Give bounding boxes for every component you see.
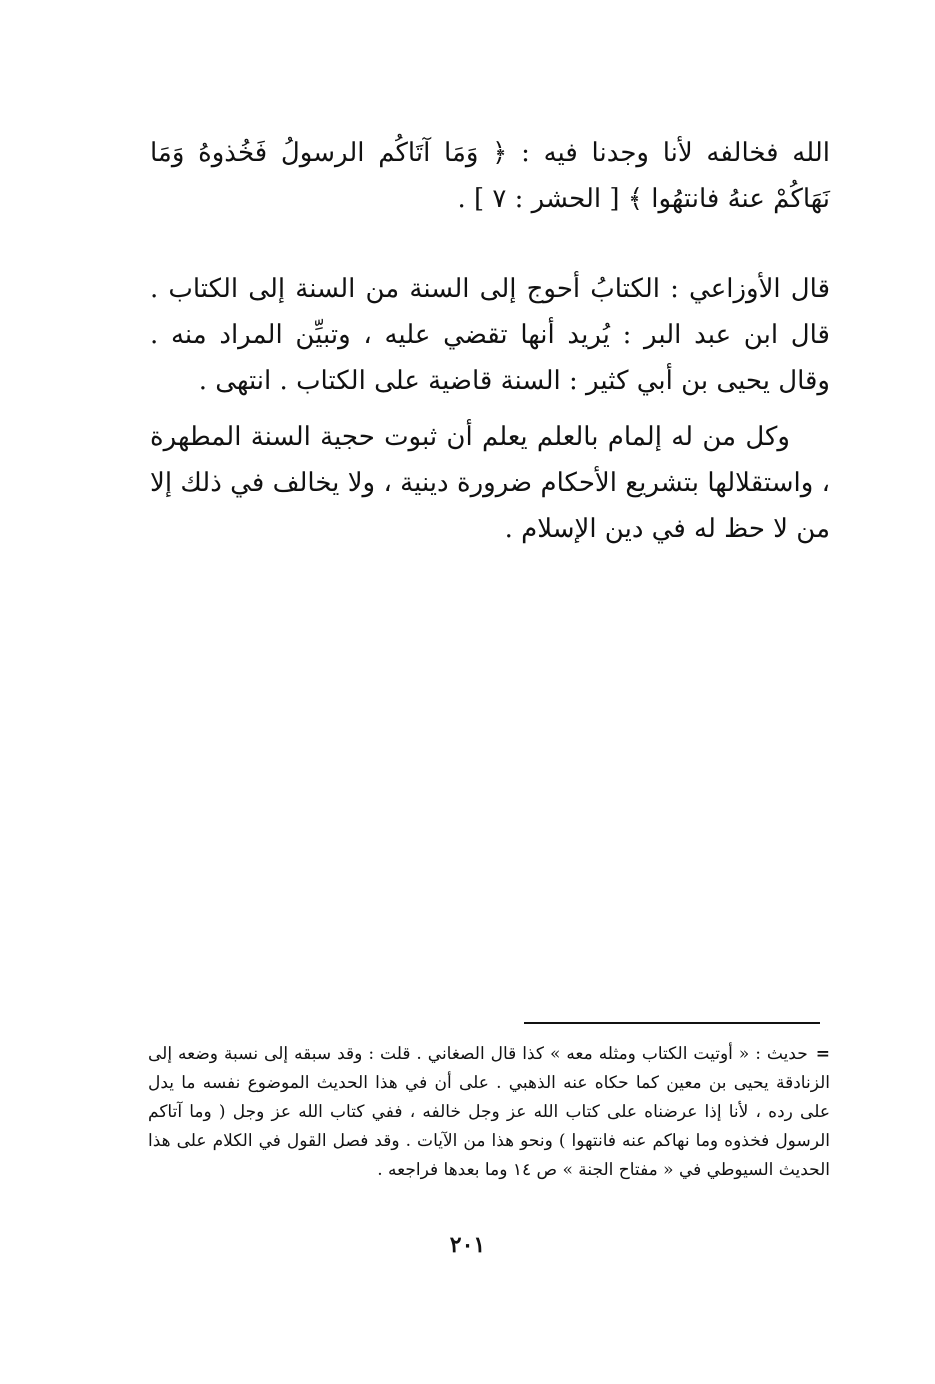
paragraph-conclusion: وكل من له إلمام بالعلم يعلم أن ثبوت حجية السنة المطهرة ، واستقلالها بتشريع الأحكام ضرورة دينية ، ولا يخالف في ذلك إلا من لا حظ له في دين الإسلام .: [150, 422, 830, 544]
page-number: ٢٠١: [449, 1232, 486, 1258]
main-text: [150, 130, 830, 552]
paragraph-quran-quote: الله فخالفه لأنا وجدنا فيه : ﴿ وَمَا آتَاكُم الرسولُ فَخُذوهُ وَمَا نَهَاكُمْ عنهُ فانتهُوا ﴾ [ الحشر : ٧ ] .: [150, 138, 830, 214]
footnote: [148, 1040, 830, 1185]
footnote-separator: [524, 1022, 820, 1024]
footnote-text: حديث : « أوتيت الكتاب ومثله معه » كذا قال الصغاني . قلت : وقد سبقه إلى نسبة وضعه إلى الزنادقة يحيى بن معين كما حكاه عنه الذهبي . على أن في هذا الحديث الموضوع نفسه ما يدل على رده ، لأنا إذا عرضناه على كتاب الله عز وجل خالفه ، ففي كتاب الله عز وجل ( وما آتاكم الرسول فخذوه وما نهاكم عنه فانتهوا ) ونحو هذا من الآيات . وقد فصل القول في الكلام على هذا الحديث السيوطي في « مفتاح الجنة » ص ١٤ وما بعدها فراجعه .: [148, 1044, 830, 1180]
footnote-paragraph: [148, 1040, 830, 1185]
footnote-continuation-marker: =: [815, 1044, 830, 1064]
paragraph-awzai-quote: قال الأوزاعي : الكتابُ أحوج إلى السنة من السنة إلى الكتاب . قال ابن عبد البر : يُريد أنها تقضي عليه ، وتبيِّن المراد منه . وقال يحيى بن أبي كثير : السنة قاضية على الكتاب . انتهى .: [150, 274, 830, 396]
